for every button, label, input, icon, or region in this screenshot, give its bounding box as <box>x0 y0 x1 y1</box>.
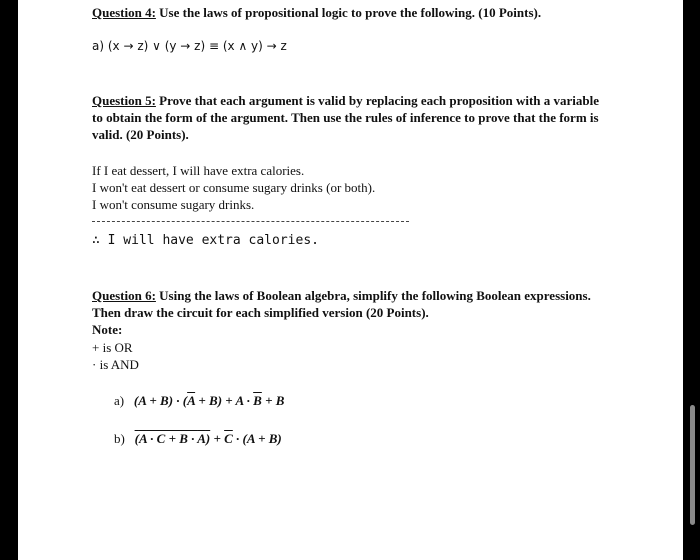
question-4-part-a: a) (x → z) ∨ (y → z) ≡ (x ∧ y) → z <box>92 39 287 53</box>
argument-divider <box>92 221 409 222</box>
question-6-heading-line-2: Then draw the circuit for each simplified version (20 Points). <box>92 305 429 320</box>
boolean-expression-a: a) $(A + B) \cdot (\overline{A} + B) + A \cdot \overline{B} + B$ <box>114 393 285 408</box>
boolean-expression-b: b) $(A \cdot C + B \cdot A) + \overline{C} \cdot (A + B)$ <box>114 431 282 446</box>
question-4-text: Use the laws of propositional logic to prove the following. (10 Points). <box>155 5 542 20</box>
question-4-heading <box>92 5 541 21</box>
question-5-label: Question 5: <box>92 93 156 108</box>
document-page <box>18 0 683 560</box>
part-a-label: a) <box>114 393 125 408</box>
question-6-label: Question 6: <box>92 288 156 303</box>
premise-1: If I eat dessert, I will have extra calories. <box>92 163 305 178</box>
note-and: · is AND <box>92 357 139 372</box>
question-5-heading-line-1 <box>92 93 599 109</box>
premise-2: I won't eat dessert or consume sugary drinks (or both). <box>92 180 376 195</box>
question-4-label: Question 4: <box>92 5 156 20</box>
right-frame-border <box>683 0 700 560</box>
conclusion: ∴ I will have extra calories. <box>92 233 319 248</box>
note-label: Note: <box>92 322 123 337</box>
question-5-heading-line-3: valid. (20 Points). <box>92 127 189 142</box>
premise-3: I won't consume sugary drinks. <box>92 197 255 212</box>
question-6-heading-line-1 <box>92 288 591 304</box>
question-5-heading-line-2: to obtain the form of the argument. Then use the rules of inference to prove that the form is <box>92 110 599 125</box>
vertical-scrollbar[interactable] <box>690 405 695 525</box>
part-b-label: b) <box>114 431 125 446</box>
question-6-text-1: Using the laws of Boolean algebra, simplify the following Boolean expressions. <box>155 288 591 303</box>
left-frame-border <box>0 0 18 560</box>
question-5-text-1: Prove that each argument is valid by replacing each proposition with a variable <box>155 93 600 108</box>
note-or: + is OR <box>92 340 133 355</box>
